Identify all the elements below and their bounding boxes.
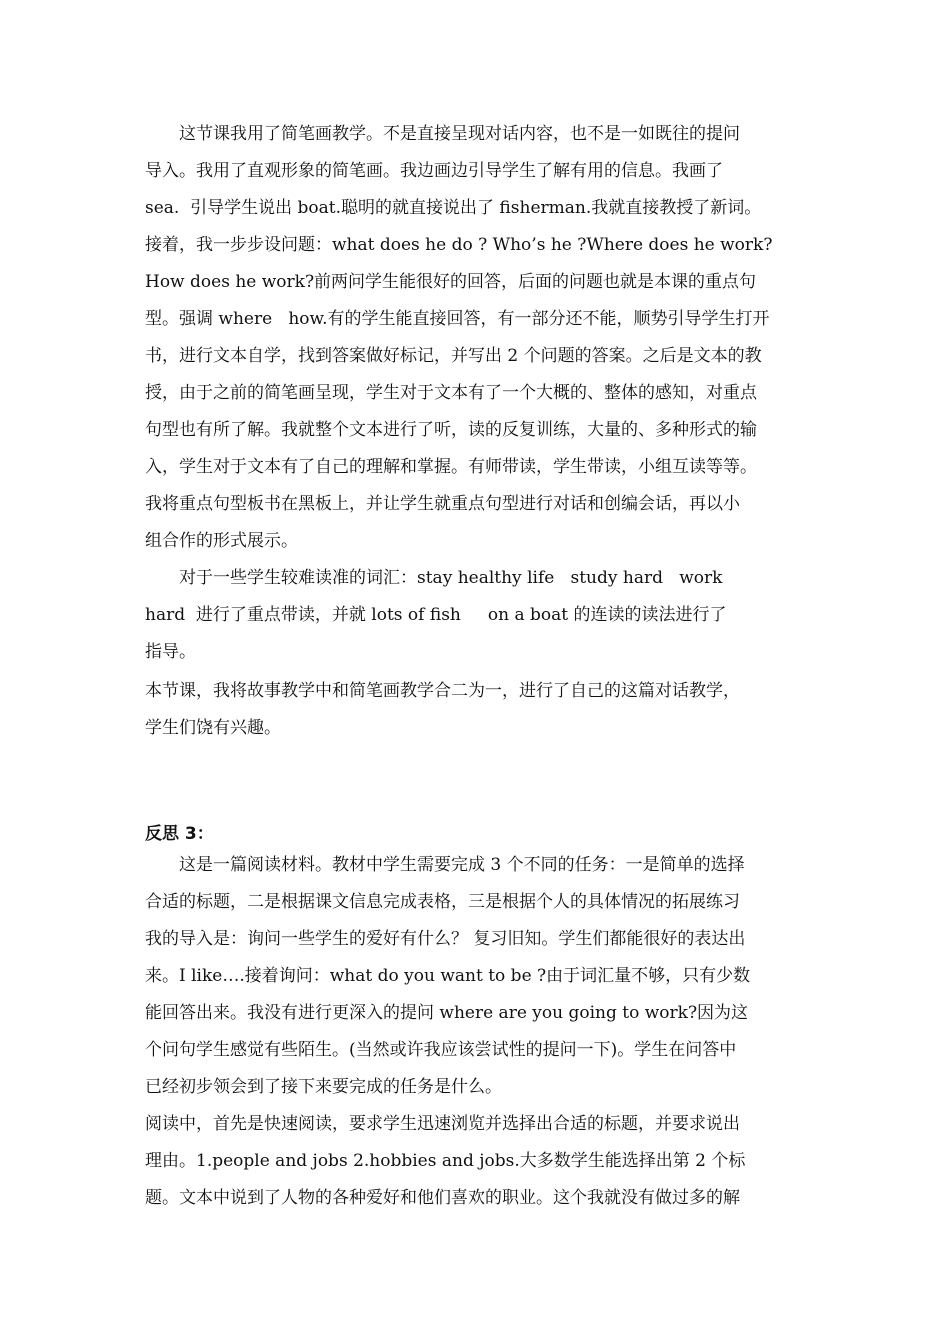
paragraph-line: 对于一些学生较难读准的词汇：stay healthy life study hard work (145, 568, 723, 588)
paragraph-line: 导入。我用了直观形象的简笔画。我边画边引导学生了解有用的信息。我画了 (145, 161, 723, 181)
paragraph-line: 题。文本中说到了人物的各种爱好和他们喜欢的职业。这个我就没有做过多的解 (145, 1188, 740, 1208)
paragraph-line: 学生们饶有兴趣。 (145, 718, 281, 738)
paragraph-line: 本节课，我将故事教学中和简笔画教学合二为一，进行了自己的这篇对话教学， (145, 681, 740, 701)
paragraph-line: 入，学生对于文本有了自己的理解和掌握。有师带读，学生带读，小组互读等等。 (145, 457, 757, 477)
section-heading: 反思 3： (145, 824, 214, 844)
paragraph-line: 个问句学生感觉有些陌生。(当然或许我应该尝试性的提问一下)。学生在问答中 (145, 1040, 737, 1060)
paragraph-line: 阅读中，首先是快速阅读，要求学生迅速浏览并选择出合适的标题，并要求说出 (145, 1114, 740, 1134)
paragraph-line: 句型也有所了解。我就整个文本进行了听，读的反复训练，大量的、多种形式的输 (145, 420, 757, 440)
paragraph-line: 授，由于之前的简笔画呈现，学生对于文本有了一个大概的、整体的感知，对重点 (145, 383, 757, 403)
paragraph-line: 指导。 (145, 642, 196, 662)
paragraph-line: How does he work?前两问学生能很好的回答，后面的问题也就是本课的重点句 (145, 272, 757, 292)
paragraph-line: 组合作的形式展示。 (145, 531, 298, 551)
paragraph-line: 已经初步领会到了接下来要完成的任务是什么。 (145, 1077, 502, 1097)
paragraph-line: 理由。1.people and jobs 2.hobbies and jobs.大多数学生能选择出第 2 个标 (145, 1151, 746, 1171)
paragraph-line: 我将重点句型板书在黑板上，并让学生就重点句型进行对话和创编会话，再以小 (145, 494, 740, 514)
paragraph-line: 这节课我用了简笔画教学。不是直接呈现对话内容，也不是一如既往的提问 (145, 124, 740, 144)
paragraph-line: 能回答出来。我没有进行更深入的提问 where are you going to work?因为这 (145, 1003, 749, 1023)
paragraph-line: 型。强调 where how.有的学生能直接回答，有一部分还不能，顺势引导学生打开 (145, 309, 770, 329)
paragraph-line: 来。I like….接着询问：what do you want to be ?由于词汇量不够，只有少数 (145, 966, 751, 986)
paragraph-line: hard 进行了重点带读，并就 lots of fish on a boat 的连读的读法进行了 (145, 605, 727, 625)
paragraph-line: 书，进行文本自学，找到答案做好标记，并写出 2 个问题的答案。之后是文本的教 (145, 346, 762, 366)
paragraph-line: 我的导入是：询问一些学生的爱好有什么？ 复习旧知。学生们都能很好的表达出 (145, 929, 746, 949)
paragraph-line: sea. 引导学生说出 boat.聪明的就直接说出了 fisherman.我就直接教授了新词。 (145, 198, 762, 218)
paragraph-line: 这是一篇阅读材料。教材中学生需要完成 3 个不同的任务：一是简单的选择 (145, 855, 745, 875)
paragraph-line: 接着，我一步步设问题：what does he do ? Who’s he ?Where does he work? (145, 235, 773, 255)
paragraph-line: 合适的标题，二是根据课文信息完成表格，三是根据个人的具体情况的拓展练习 (145, 892, 740, 912)
